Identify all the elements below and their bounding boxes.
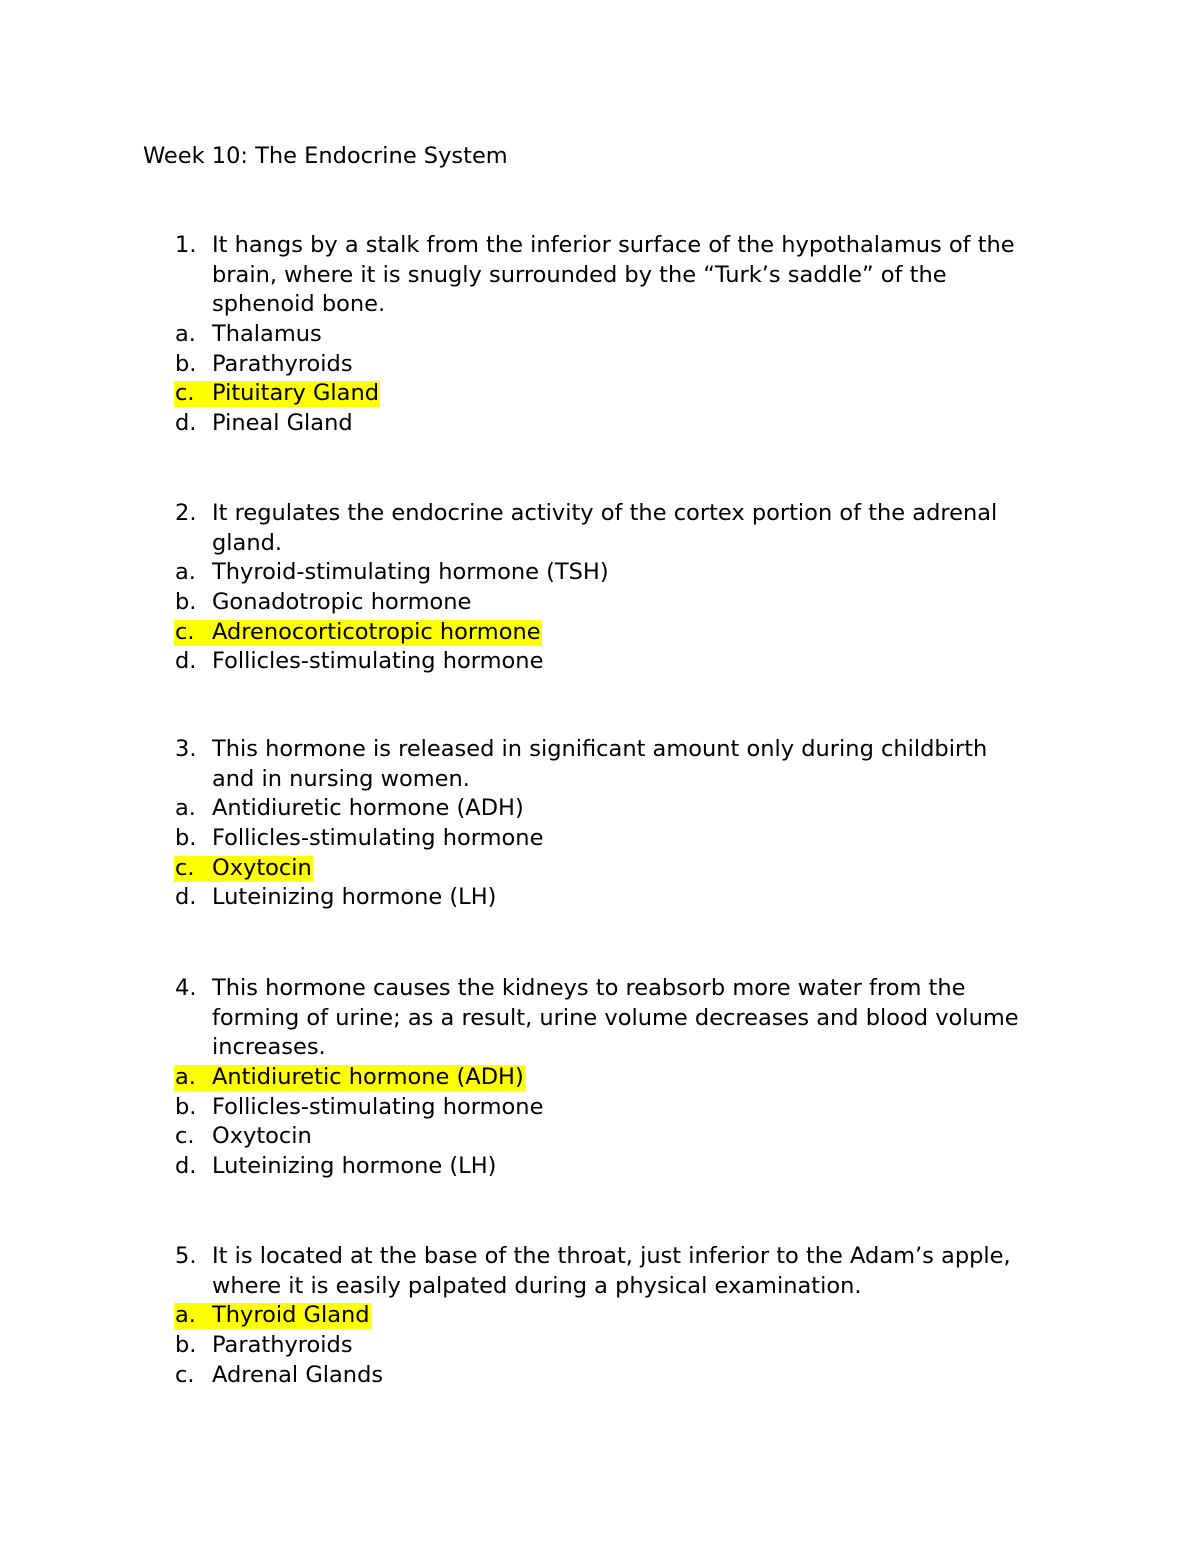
question-stem-text: It is located at the base of the throat, just inferior to the Adam’s apple, xyxy=(212,1243,1011,1269)
option-letter: b. xyxy=(175,350,197,377)
option-text: Thalamus xyxy=(212,321,322,348)
option-letter: a. xyxy=(175,795,196,822)
question-stem-text: This hormone is released in significant amount only during childbirth xyxy=(212,736,988,762)
answer-option xyxy=(0,883,1200,913)
question-stem-line xyxy=(0,529,1200,559)
question-stem-line xyxy=(0,765,1200,795)
answer-option xyxy=(0,647,1200,677)
option-letter: d. xyxy=(175,884,197,911)
question-stem-line xyxy=(0,1242,1200,1272)
question-number: 2. xyxy=(175,500,197,526)
question-stem-line xyxy=(0,1004,1200,1034)
question-stem-text: It regulates the endocrine activity of the cortex portion of the adrenal xyxy=(212,500,998,526)
option-letter: b. xyxy=(175,1332,197,1359)
option-letter: d. xyxy=(175,648,197,675)
question-1 xyxy=(0,231,1200,439)
option-text: Thyroid Gland xyxy=(212,1302,370,1329)
question-stem-text: forming of urine; as a result, urine volume decreases and blood volume xyxy=(212,1004,1019,1031)
question-stem-line xyxy=(0,261,1200,291)
question-stem-line xyxy=(0,231,1200,261)
option-text: Luteinizing hormone (LH) xyxy=(212,1153,497,1180)
question-4 xyxy=(0,974,1200,1182)
option-text: Luteinizing hormone (LH) xyxy=(212,884,497,911)
answer-option-highlighted xyxy=(0,854,1200,884)
answer-option-highlighted xyxy=(0,1301,1200,1331)
answer-option-highlighted xyxy=(0,379,1200,409)
question-stem-text: It hangs by a stalk from the inferior surface of the hypothalamus of the xyxy=(212,232,1015,258)
question-stem-line xyxy=(0,1033,1200,1063)
question-stem-text: increases. xyxy=(212,1034,326,1061)
answer-option-highlighted xyxy=(0,1063,1200,1093)
option-letter: c. xyxy=(175,1361,195,1388)
answer-option xyxy=(0,794,1200,824)
question-stem-text: and in nursing women. xyxy=(212,765,470,792)
question-stem-line xyxy=(0,735,1200,765)
option-letter: a. xyxy=(175,559,196,586)
question-stem-text: brain, where it is snugly surrounded by the “Turk’s saddle” of the xyxy=(212,261,947,288)
option-text: Oxytocin xyxy=(212,1123,312,1150)
option-text: Follicles-stimulating hormone xyxy=(212,825,544,852)
option-text: Pineal Gland xyxy=(212,410,353,437)
question-number: 3. xyxy=(175,736,197,762)
option-letter: c. xyxy=(175,618,195,645)
document-title: Week 10: The Endocrine System xyxy=(143,143,508,169)
answer-option xyxy=(0,409,1200,439)
answer-option xyxy=(0,350,1200,380)
question-stem-text: sphenoid bone. xyxy=(212,291,386,318)
question-5 xyxy=(0,1242,1200,1390)
answer-option xyxy=(0,588,1200,618)
answer-option xyxy=(0,320,1200,350)
answer-option xyxy=(0,1152,1200,1182)
question-3 xyxy=(0,735,1200,913)
option-letter: d. xyxy=(175,410,197,437)
question-stem-line xyxy=(0,974,1200,1004)
question-stem-line xyxy=(0,499,1200,529)
option-text: Thyroid-stimulating hormone (TSH) xyxy=(212,559,609,586)
answer-option xyxy=(0,558,1200,588)
option-text: Follicles-stimulating hormone xyxy=(212,1093,544,1120)
option-letter: b. xyxy=(175,589,197,616)
option-letter: a. xyxy=(175,1064,196,1091)
question-number: 4. xyxy=(175,975,197,1001)
option-letter: d. xyxy=(175,1153,197,1180)
option-text: Adrenal Glands xyxy=(212,1361,384,1388)
question-stem-text: This hormone causes the kidneys to reabsorb more water from the xyxy=(212,975,966,1001)
option-text: Parathyroids xyxy=(212,350,353,377)
answer-option-highlighted xyxy=(0,618,1200,648)
answer-option xyxy=(0,1331,1200,1361)
question-2 xyxy=(0,499,1200,677)
question-stem-text: gland. xyxy=(212,529,283,556)
option-text: Adrenocorticotropic hormone xyxy=(212,618,541,645)
option-text: Pituitary Gland xyxy=(212,380,380,407)
option-letter: c. xyxy=(175,854,195,881)
option-text: Antidiuretic hormone (ADH) xyxy=(212,1064,524,1091)
answer-option xyxy=(0,1361,1200,1391)
option-letter: b. xyxy=(175,825,197,852)
option-letter: c. xyxy=(175,380,195,407)
option-letter: a. xyxy=(175,321,196,348)
question-number: 5. xyxy=(175,1243,197,1269)
question-stem-line xyxy=(0,1272,1200,1302)
option-letter: a. xyxy=(175,1302,196,1329)
question-number: 1. xyxy=(175,232,197,258)
question-stem-text: where it is easily palpated during a physical examination. xyxy=(212,1272,862,1299)
option-text: Parathyroids xyxy=(212,1332,353,1359)
answer-option xyxy=(0,824,1200,854)
answer-option xyxy=(0,1093,1200,1123)
option-text: Follicles-stimulating hormone xyxy=(212,648,544,675)
question-stem-line xyxy=(0,290,1200,320)
option-letter: c. xyxy=(175,1123,195,1150)
option-text: Antidiuretic hormone (ADH) xyxy=(212,795,524,822)
option-letter: b. xyxy=(175,1093,197,1120)
option-text: Gonadotropic hormone xyxy=(212,589,472,616)
option-text: Oxytocin xyxy=(212,854,312,881)
answer-option xyxy=(0,1122,1200,1152)
